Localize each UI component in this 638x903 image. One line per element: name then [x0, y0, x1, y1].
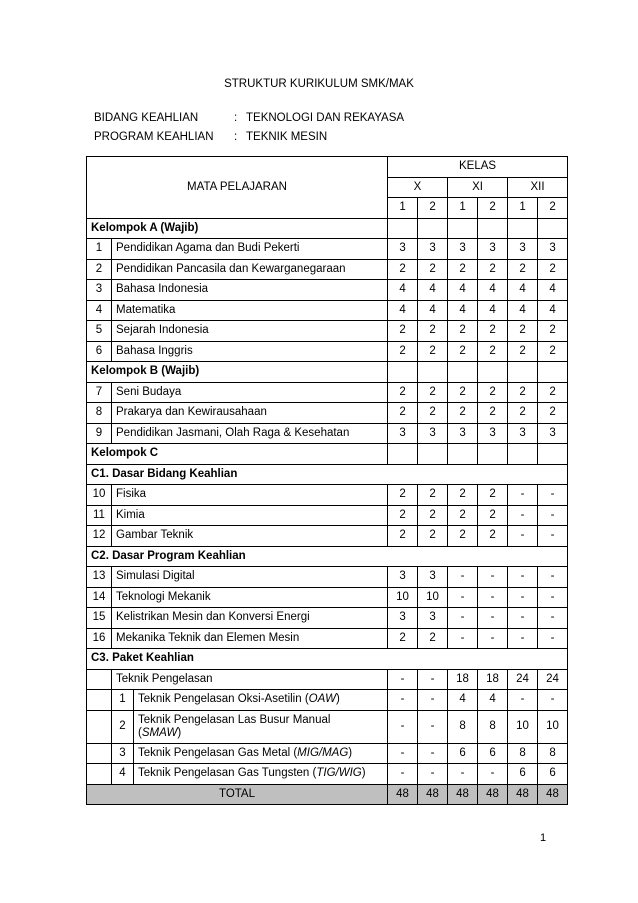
row-number: 2: [112, 710, 134, 743]
hours-cell: 3: [388, 239, 418, 260]
subject-name: Simulasi Digital: [112, 567, 388, 588]
hours-cell: -: [448, 764, 478, 785]
semester-header: 1: [448, 198, 478, 219]
hours-cell: 2: [508, 382, 538, 403]
hours-cell: 2: [538, 403, 568, 424]
row-number: 11: [87, 505, 112, 526]
row-number: 13: [87, 567, 112, 588]
hours-cell: -: [538, 505, 568, 526]
empty-cell: [418, 444, 448, 465]
row-number: 9: [87, 423, 112, 444]
subject-name: Gambar Teknik: [112, 526, 388, 547]
empty-cell: [478, 362, 508, 383]
hours-cell: 2: [418, 505, 448, 526]
hours-cell: 2: [418, 485, 448, 506]
hours-cell: 4: [508, 300, 538, 321]
section-row: [87, 464, 568, 485]
subject-name: Matematika: [112, 300, 388, 321]
hours-cell: 8: [448, 710, 478, 743]
hours-cell: 2: [448, 382, 478, 403]
hours-cell: 2: [538, 382, 568, 403]
hours-cell: 2: [538, 341, 568, 362]
hours-cell: 4: [448, 690, 478, 711]
hours-cell: 2: [388, 341, 418, 362]
subject-name-line2: [138, 727, 383, 740]
paren-close: ): [361, 767, 366, 780]
subject-row: [87, 321, 568, 342]
section-label: C2. Dasar Program Keahlian: [87, 546, 568, 567]
subject-name: [134, 690, 388, 711]
hours-cell: 3: [538, 423, 568, 444]
hours-cell: 3: [508, 239, 538, 260]
abbreviation: SMAW: [141, 726, 178, 739]
empty-cell: [508, 362, 538, 383]
subject-row: [87, 341, 568, 362]
hours-cell: -: [388, 710, 418, 743]
section-label: C1. Dasar Bidang Keahlian: [87, 464, 568, 485]
meta-value: TEKNIK MESIN: [246, 131, 328, 143]
total-row: [87, 784, 568, 805]
empty-cell: [508, 218, 538, 239]
section-label: C3. Paket Keahlian: [87, 649, 568, 670]
hours-cell: 4: [478, 300, 508, 321]
subject-row: [87, 259, 568, 280]
hours-cell: 2: [388, 259, 418, 280]
hours-cell: 4: [418, 280, 448, 301]
hours-cell: 4: [448, 280, 478, 301]
empty-cell: [538, 218, 568, 239]
hours-cell: 2: [388, 321, 418, 342]
subject-row: [87, 239, 568, 260]
hours-cell: -: [448, 628, 478, 649]
hours-cell: -: [508, 526, 538, 547]
row-number: 8: [87, 403, 112, 424]
subject-name-line1: Teknik Pengelasan Las Busur Manual: [138, 713, 331, 726]
package-subject-row: [87, 690, 568, 711]
hours-cell: 2: [388, 403, 418, 424]
subject-name: Prakarya dan Kewirausahaan: [112, 403, 388, 424]
hours-cell: 3: [418, 608, 448, 629]
hours-cell: 2: [388, 628, 418, 649]
hours-cell: -: [388, 764, 418, 785]
hours-cell: -: [448, 587, 478, 608]
hours-cell: 2: [478, 321, 508, 342]
subject-row: [87, 526, 568, 547]
subject-name: [134, 743, 388, 764]
subject-name: Kimia: [112, 505, 388, 526]
subject-row: [87, 485, 568, 506]
hours-cell: 3: [388, 423, 418, 444]
subject-row: [87, 608, 568, 629]
hours-cell: 3: [388, 608, 418, 629]
subject-name: Bahasa Inggris: [112, 341, 388, 362]
subject-name: Seni Budaya: [112, 382, 388, 403]
subject-name: Pendidikan Jasmani, Olah Raga & Kesehatan: [112, 423, 388, 444]
package-row: [87, 669, 568, 690]
hours-cell: 8: [478, 710, 508, 743]
subject-name-text: Teknik Pengelasan Oksi-Asetilin (: [138, 693, 309, 706]
row-number: 1: [112, 690, 134, 711]
subject-name: Teknologi Mekanik: [112, 587, 388, 608]
hours-cell: 10: [418, 587, 448, 608]
hours-cell: 4: [388, 280, 418, 301]
total-value: 48: [448, 784, 478, 805]
semester-header: 2: [418, 198, 448, 219]
total-value: 48: [508, 784, 538, 805]
hours-cell: 2: [448, 485, 478, 506]
hours-cell: -: [478, 628, 508, 649]
subject-name: Fisika: [112, 485, 388, 506]
subject-name: Kelistrikan Mesin dan Konversi Energi: [112, 608, 388, 629]
abbreviation: OAW: [308, 693, 336, 706]
hours-cell: 2: [478, 505, 508, 526]
indent-cell: [87, 710, 112, 743]
page-number: 1: [540, 832, 547, 844]
paren-close: ): [177, 726, 182, 739]
hours-cell: -: [388, 669, 418, 690]
hours-cell: 4: [538, 300, 568, 321]
hours-cell: 10: [388, 587, 418, 608]
package-name: Teknik Pengelasan: [112, 669, 388, 690]
hours-cell: 4: [538, 280, 568, 301]
package-subject-row: [87, 764, 568, 785]
hours-cell: 3: [538, 239, 568, 260]
meta-program: PROGRAM KEAHLIAN : TEKNIK MESIN: [94, 131, 328, 143]
hours-cell: -: [418, 710, 448, 743]
hours-cell: -: [448, 567, 478, 588]
hours-cell: 8: [538, 743, 568, 764]
hours-cell: 3: [478, 423, 508, 444]
total-value: 48: [418, 784, 448, 805]
meta-value: TEKNOLOGI DAN REKAYASA: [246, 112, 405, 124]
paren-close: ): [348, 746, 353, 759]
subject-name: Sejarah Indonesia: [112, 321, 388, 342]
hours-cell: 3: [508, 423, 538, 444]
row-number: 1: [87, 239, 112, 260]
empty-cell: [448, 218, 478, 239]
hours-cell: 2: [448, 321, 478, 342]
hours-cell: 2: [478, 485, 508, 506]
abbreviation: TIG/WIG: [316, 767, 362, 780]
paren-close: ): [335, 693, 340, 706]
semester-header: 1: [508, 198, 538, 219]
hours-cell: -: [448, 608, 478, 629]
hours-cell: 3: [448, 423, 478, 444]
indent-cell: [87, 669, 112, 690]
hours-cell: 2: [508, 403, 538, 424]
group-row: [87, 362, 568, 383]
semester-header: 2: [538, 198, 568, 219]
hours-cell: 2: [478, 526, 508, 547]
indent-cell: [87, 764, 112, 785]
total-value: 48: [478, 784, 508, 805]
empty-cell: [388, 362, 418, 383]
hours-cell: 2: [388, 382, 418, 403]
hours-cell: 2: [478, 382, 508, 403]
hours-cell: -: [418, 669, 448, 690]
hours-cell: -: [508, 485, 538, 506]
hours-cell: 4: [508, 280, 538, 301]
hours-cell: 4: [448, 300, 478, 321]
hours-cell: 6: [448, 743, 478, 764]
row-number: 3: [112, 743, 134, 764]
hours-cell: 2: [478, 403, 508, 424]
empty-cell: [538, 444, 568, 465]
hours-cell: 3: [388, 567, 418, 588]
hours-cell: 2: [418, 628, 448, 649]
row-number: 2: [87, 259, 112, 280]
group-label: Kelompok C: [87, 444, 388, 465]
curriculum-table: [86, 156, 568, 805]
row-number: 16: [87, 628, 112, 649]
subject-row: [87, 587, 568, 608]
abbreviation: MIG/MAG: [297, 746, 349, 759]
hours-cell: -: [538, 690, 568, 711]
hours-cell: 2: [448, 505, 478, 526]
subject-name: [134, 710, 388, 743]
hours-cell: -: [508, 587, 538, 608]
hours-cell: 2: [538, 259, 568, 280]
hours-cell: 2: [388, 485, 418, 506]
meta-bidang: BIDANG KEAHLIAN : TEKNOLOGI DAN REKAYASA: [94, 112, 405, 124]
hours-cell: 2: [388, 505, 418, 526]
subject-name: Mekanika Teknik dan Elemen Mesin: [112, 628, 388, 649]
hours-cell: 4: [418, 300, 448, 321]
hours-cell: -: [478, 608, 508, 629]
hours-cell: 10: [538, 710, 568, 743]
hours-cell: 2: [508, 321, 538, 342]
row-number: 10: [87, 485, 112, 506]
hours-cell: 2: [418, 382, 448, 403]
hours-cell: 2: [418, 403, 448, 424]
subject-row: [87, 505, 568, 526]
document-title: STRUKTUR KURIKULUM SMK/MAK: [224, 78, 414, 90]
hours-cell: 2: [448, 526, 478, 547]
package-subject-row: [87, 743, 568, 764]
empty-cell: [418, 362, 448, 383]
empty-cell: [418, 218, 448, 239]
hours-cell: -: [388, 690, 418, 711]
paren-open: (: [138, 726, 142, 739]
row-number: 6: [87, 341, 112, 362]
hours-cell: -: [418, 743, 448, 764]
hours-cell: -: [478, 587, 508, 608]
hours-cell: -: [538, 526, 568, 547]
grade-header: XI: [448, 177, 508, 198]
hours-cell: 10: [508, 710, 538, 743]
empty-cell: [388, 444, 418, 465]
hours-cell: 18: [448, 669, 478, 690]
hours-cell: 6: [538, 764, 568, 785]
hours-cell: 3: [448, 239, 478, 260]
total-label: TOTAL: [87, 784, 388, 805]
section-row: [87, 546, 568, 567]
empty-cell: [478, 218, 508, 239]
empty-cell: [448, 444, 478, 465]
hours-cell: -: [538, 608, 568, 629]
semester-header: 2: [478, 198, 508, 219]
hours-cell: -: [388, 743, 418, 764]
subject-name: Pendidikan Pancasila dan Kewarganegaraan: [112, 259, 388, 280]
hours-cell: 2: [448, 403, 478, 424]
subject-name-text: Teknik Pengelasan Gas Metal (: [138, 746, 298, 759]
row-number: 12: [87, 526, 112, 547]
hours-cell: 18: [478, 669, 508, 690]
row-number: 3: [87, 280, 112, 301]
hours-cell: -: [538, 587, 568, 608]
subject-name: Bahasa Indonesia: [112, 280, 388, 301]
subject-row: [87, 403, 568, 424]
meta-label: PROGRAM KEAHLIAN: [94, 131, 214, 143]
hours-cell: 2: [448, 341, 478, 362]
hours-cell: -: [508, 608, 538, 629]
hours-cell: 2: [508, 259, 538, 280]
subject-header: MATA PELAJARAN: [87, 157, 388, 219]
subject-name-text: Teknik Pengelasan Gas Tungsten (: [138, 767, 317, 780]
hours-cell: 2: [418, 341, 448, 362]
total-value: 48: [538, 784, 568, 805]
header-row: [87, 157, 568, 178]
hours-cell: 24: [538, 669, 568, 690]
hours-cell: 6: [478, 743, 508, 764]
hours-cell: 4: [388, 300, 418, 321]
hours-cell: 3: [478, 239, 508, 260]
row-number: 5: [87, 321, 112, 342]
hours-cell: -: [508, 628, 538, 649]
hours-cell: 3: [418, 239, 448, 260]
indent-cell: [87, 743, 112, 764]
hours-cell: -: [418, 764, 448, 785]
meta-label: BIDANG KEAHLIAN: [94, 112, 199, 124]
hours-cell: 4: [478, 280, 508, 301]
empty-cell: [388, 218, 418, 239]
empty-cell: [508, 444, 538, 465]
hours-cell: 6: [508, 764, 538, 785]
hours-cell: 2: [538, 321, 568, 342]
hours-cell: 2: [388, 526, 418, 547]
hours-cell: 4: [478, 690, 508, 711]
hours-cell: -: [508, 505, 538, 526]
row-number: 4: [87, 300, 112, 321]
subject-row: [87, 567, 568, 588]
hours-cell: -: [538, 628, 568, 649]
hours-cell: 2: [478, 341, 508, 362]
hours-cell: 2: [418, 526, 448, 547]
indent-cell: [87, 690, 112, 711]
subject-row: [87, 628, 568, 649]
hours-cell: 2: [418, 259, 448, 280]
hours-cell: -: [478, 764, 508, 785]
empty-cell: [478, 444, 508, 465]
hours-cell: 8: [508, 743, 538, 764]
hours-cell: 2: [448, 259, 478, 280]
total-value: 48: [388, 784, 418, 805]
hours-cell: 3: [418, 567, 448, 588]
hours-cell: -: [508, 690, 538, 711]
hours-cell: -: [478, 567, 508, 588]
group-row: [87, 218, 568, 239]
package-subject-row: [87, 710, 568, 743]
hours-cell: -: [538, 567, 568, 588]
row-number: 14: [87, 587, 112, 608]
subject-row: [87, 423, 568, 444]
hours-cell: 3: [418, 423, 448, 444]
hours-cell: -: [538, 485, 568, 506]
empty-cell: [538, 362, 568, 383]
hours-cell: -: [508, 567, 538, 588]
row-number: 4: [112, 764, 134, 785]
section-row: [87, 649, 568, 670]
hours-cell: 2: [508, 341, 538, 362]
hours-cell: 2: [418, 321, 448, 342]
empty-cell: [448, 362, 478, 383]
kelas-header: KELAS: [388, 157, 568, 178]
row-number: 15: [87, 608, 112, 629]
subject-name: Pendidikan Agama dan Budi Pekerti: [112, 239, 388, 260]
hours-cell: 24: [508, 669, 538, 690]
hours-cell: -: [418, 690, 448, 711]
subject-row: [87, 300, 568, 321]
group-label: Kelompok B (Wajib): [87, 362, 388, 383]
subject-name: [134, 764, 388, 785]
group-row: [87, 444, 568, 465]
hours-cell: 2: [478, 259, 508, 280]
semester-header: 1: [388, 198, 418, 219]
row-number: 7: [87, 382, 112, 403]
subject-row: [87, 382, 568, 403]
grade-header: XII: [508, 177, 568, 198]
group-label: Kelompok A (Wajib): [87, 218, 388, 239]
subject-row: [87, 280, 568, 301]
grade-header: X: [388, 177, 448, 198]
